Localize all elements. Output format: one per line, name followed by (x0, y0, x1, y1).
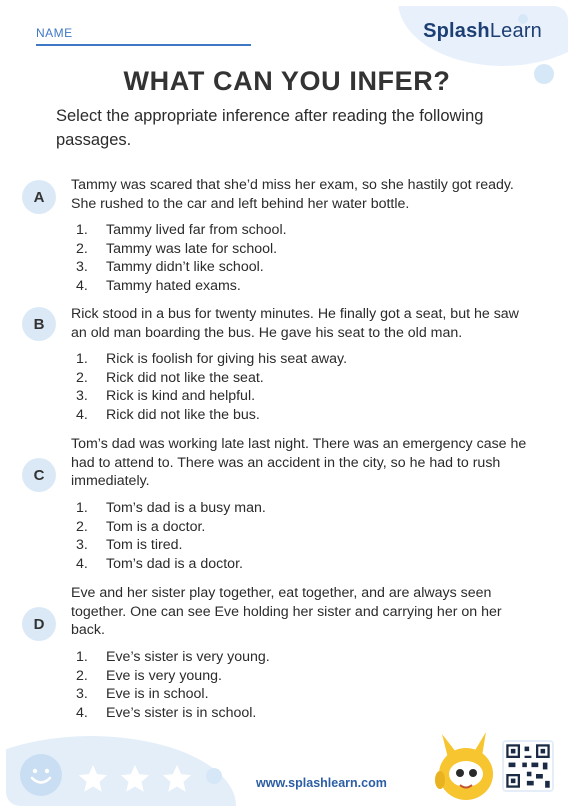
option-text: Rick did not like the seat. (106, 369, 264, 386)
option-number: 3. (76, 259, 88, 276)
option-text: Eve is very young. (106, 667, 222, 684)
page-title: WHAT CAN YOU INFER? (123, 66, 451, 96)
options-list (76, 221, 287, 295)
option-text: Eve’s sister is very young. (106, 649, 270, 665)
option-number: 2. (76, 518, 88, 535)
option-number: 1. (76, 649, 88, 665)
star-icon (160, 762, 194, 796)
option-number: 4. (76, 555, 88, 572)
option-number: 3. (76, 388, 88, 405)
option-item[interactable] (76, 221, 287, 240)
option-item[interactable] (76, 704, 270, 723)
decor-dot (206, 768, 222, 784)
option-text: Tammy lived far from school. (106, 222, 287, 238)
option-item[interactable] (76, 555, 266, 574)
option-item[interactable] (76, 240, 287, 259)
question-letter-badge: A (22, 180, 56, 214)
option-text: Tom’s dad is a doctor. (106, 555, 243, 572)
option-number: 2. (76, 240, 88, 257)
smiley-icon (20, 754, 62, 796)
option-text: Eve is in school. (106, 686, 209, 703)
option-number: 3. (76, 686, 88, 703)
instructions: Select the appropriate inference after reading the following passages. (56, 107, 484, 149)
options-list (76, 499, 266, 573)
splashlearn-logo (423, 20, 542, 43)
qr-code-icon[interactable] (502, 740, 554, 792)
star-icon (76, 762, 110, 796)
option-number: 2. (76, 369, 88, 386)
option-item[interactable] (76, 369, 347, 388)
option-text: Tom is a doctor. (106, 518, 206, 535)
option-text: Tammy didn’t like school. (106, 259, 264, 276)
option-item[interactable] (76, 648, 270, 667)
option-item[interactable] (76, 536, 266, 555)
options-list (76, 648, 270, 722)
option-text: Tammy was late for school. (106, 240, 278, 257)
name-field-line[interactable] (36, 44, 251, 46)
option-number: 1. (76, 500, 88, 516)
question-passage: Rick stood in a bus for twenty minutes. He finally got a seat, but he saw an old man boarding the bus. He gave his seat to the old man. (71, 306, 519, 341)
question-letter-badge: B (22, 307, 56, 341)
option-text: Eve’s sister is in school. (106, 704, 257, 721)
option-number: 3. (76, 537, 88, 554)
star-icon (118, 762, 152, 796)
option-text: Tammy hated exams. (106, 277, 241, 294)
option-item[interactable] (76, 685, 270, 704)
option-number: 1. (76, 351, 88, 367)
question-passage: Eve and her sister play together, eat together, and are always seen together. One can see Eve holding her sister and carrying her on her back. (71, 585, 502, 639)
question-letter-badge: C (22, 458, 56, 492)
option-text: Rick did not like the bus. (106, 406, 260, 423)
option-number: 4. (76, 704, 88, 721)
option-item[interactable] (76, 518, 266, 537)
question-letter-badge: D (22, 607, 56, 641)
footer-url[interactable]: www.splashlearn.com (256, 776, 387, 790)
logo-bold-text: Splash (423, 20, 490, 42)
option-number: 4. (76, 406, 88, 423)
worksheet-page (6, 6, 568, 806)
option-number: 4. (76, 277, 88, 294)
options-list (76, 350, 347, 424)
option-item[interactable] (76, 350, 347, 369)
option-text: Tom’s dad is a busy man. (106, 500, 266, 516)
option-number: 1. (76, 222, 88, 238)
option-number: 2. (76, 667, 88, 684)
option-item[interactable] (76, 277, 287, 296)
option-item[interactable] (76, 406, 347, 425)
name-label: NAME (36, 26, 73, 40)
option-text: Rick is foolish for giving his seat away. (106, 351, 348, 367)
question-passage: Tom’s dad was working late last night. There was an emergency case he had to attend to. There was an accident in the city, so he had to rush immediately. (71, 436, 527, 490)
option-item[interactable] (76, 499, 266, 518)
option-text: Rick is kind and helpful. (106, 388, 256, 405)
option-item[interactable] (76, 258, 287, 277)
option-item[interactable] (76, 387, 347, 406)
mascot-icon (434, 728, 500, 804)
option-text: Tom is tired. (106, 537, 183, 554)
option-item[interactable] (76, 667, 270, 686)
logo-light-text: Learn (489, 20, 542, 42)
question-passage: Tammy was scared that she’d miss her exam, so she hastily got ready. She rushed to the car and left behind her water bottle. (71, 177, 514, 212)
